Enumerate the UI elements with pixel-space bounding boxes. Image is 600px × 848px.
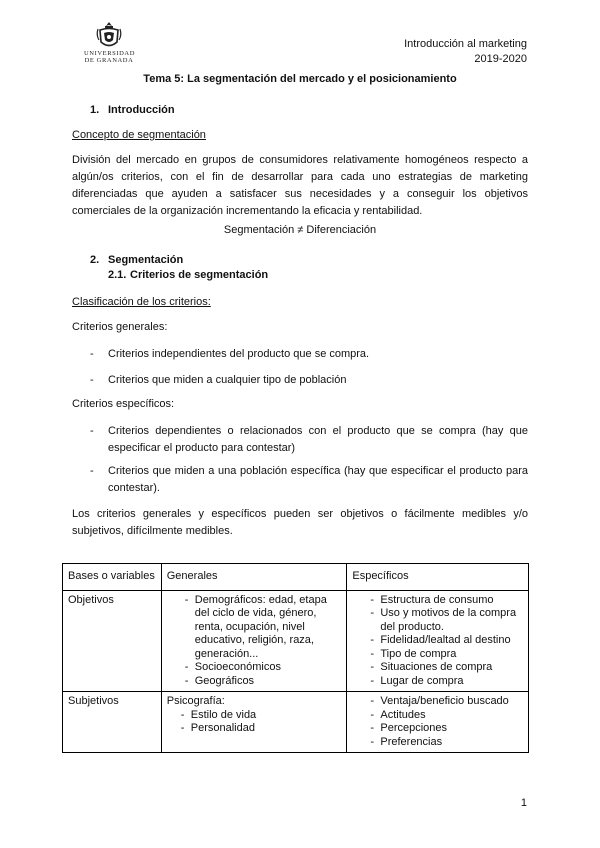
list-item [90,372,528,389]
bullet-dash: - [90,374,94,386]
subjetivos-generales-cell [161,692,347,753]
course-name: Introducción al marketing [404,38,527,50]
list-item [90,423,528,457]
criteria-summary: Los criterios generales y específicos pueden ser objetivos o fácilmente medibles y/o subjetivos, difícilmente medibles. [72,508,528,537]
list-item: - Ventaja/beneficio buscado [370,695,509,707]
university-crest-icon [94,20,124,50]
document-header [404,37,527,67]
section-1-heading: Introducción [108,104,175,116]
university-logo [84,20,134,64]
list-item [90,463,528,497]
list-item: - Tipo de compra [370,647,457,660]
general-criterion-2: Criterios que miden a cualquier tipo de población [108,374,347,386]
list-item: - Personalidad [180,722,255,734]
psicografia-label: Psicografía: [166,695,225,707]
bullet-dash: - [90,425,94,437]
objetivos-especificos-cell [347,590,529,692]
list-item: - Demográficos: edad, etapa del ciclo de vida, género, renta, ocupación, nivel educativo, religión, raza, generación... [184,593,327,660]
table-header-especificos: Específicos [347,564,529,591]
section-2-1-heading: Criterios de segmentación [130,269,269,281]
list-item: - Uso y motivos de la compra del producto. [370,607,517,633]
table-header-row [63,564,529,591]
bullet-dash: - [90,465,94,477]
section-2-number: 2. [90,254,100,266]
logo-line-2: DE GRANADA [84,57,134,64]
specific-criterion-2: Criterios que miden a una población específica (hay que especificar el producto para contestar). [108,465,528,494]
segmentation-definition: División del mercado en grupos de consumidores relativamente homogéneos respecto a algún/os criterios, con el fin de desarrollar para cada uno estrategias de marketing diferenciadas que ayuden a satisfacer sus necesidades y a conseguir los objetivos comerciales de la organización incrementando la eficacia y rentabilidad. [72,154,528,217]
section-1-subheading: Concepto de segmentación [72,129,206,141]
row-label-objetivos: Objetivos [63,590,162,692]
specific-criterion-1: Criterios dependientes o relacionados con el producto que se compra (hay que especificar el producto para contestar) [108,425,528,454]
list-item: - Estilo de vida [180,708,257,721]
list-item: - Preferencias [370,735,443,748]
list-item: - Situaciones de compra [370,661,493,673]
list-item: - Geográficos [184,674,255,687]
subjetivos-especificos-cell [347,692,529,753]
classification-heading: Clasificación de los criterios: [72,296,211,308]
list-item: - Estructura de consumo [370,593,494,606]
document-title: Tema 5: La segmentación del mercado y el posicionamiento [143,73,457,85]
list-item: - Actitudes [370,708,426,721]
bullet-dash: - [90,348,94,360]
segmentation-formula: Segmentación ≠ Diferenciación [223,224,377,236]
specific-criteria-label: Criterios específicos: [72,398,175,410]
list-item: - Lugar de compra [370,674,464,687]
section-2-heading: Segmentación [108,254,184,266]
logo-line-1: UNIVERSIDAD [84,50,136,57]
row-label-subjetivos: Subjetivos [63,692,162,753]
table-header-generales: Generales [161,564,347,591]
page-number: 1 [520,797,527,809]
list-item [90,346,528,363]
table-row [63,590,529,692]
section-1-number: 1. [90,104,100,116]
criteria-table [62,563,529,753]
general-criterion-1: Criterios independientes del producto que se compra. [108,348,370,360]
academic-year: 2019-2020 [474,53,527,65]
general-criteria-label: Criterios generales: [72,321,168,333]
table-row [63,692,529,753]
list-item: - Fidelidad/lealtad al destino [370,634,511,646]
list-item: - Socioeconómicos [184,661,281,673]
list-item: - Percepciones [370,722,448,734]
objetivos-generales-cell [161,590,347,692]
section-2-1-number: 2.1. [108,269,127,281]
table-header-bases: Bases o variables [63,564,162,591]
